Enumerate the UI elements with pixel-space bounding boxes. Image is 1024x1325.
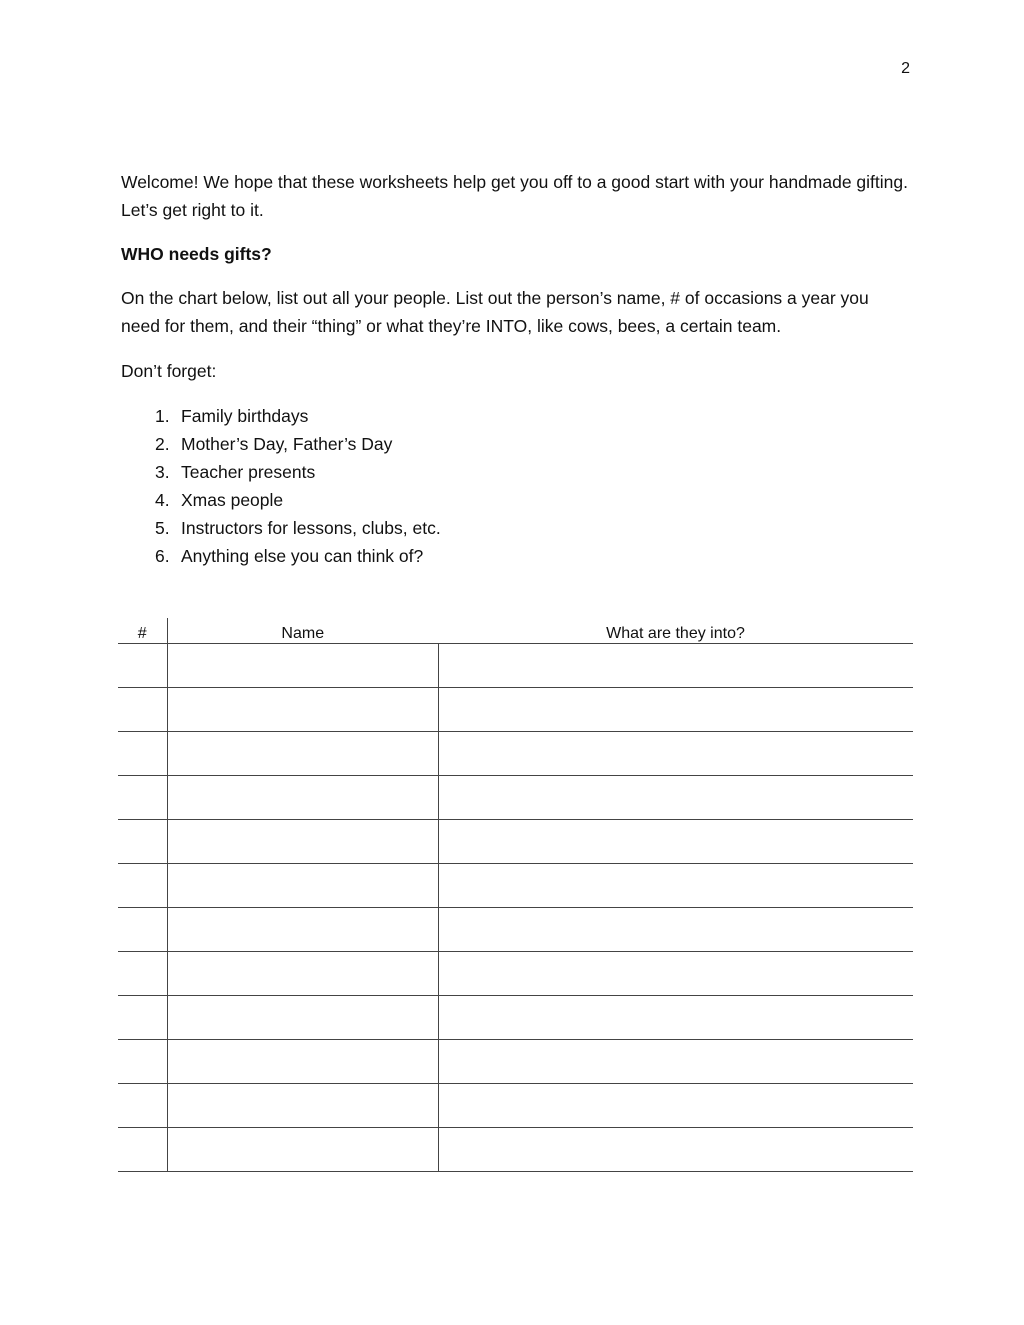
chart-instructions: On the chart below, list out all your people. List out the person’s name, # of occasions a year you need for them, and their “thing” or what they’re INTO, like cows, bees, a certain team. [121, 288, 869, 336]
cell-number[interactable] [118, 644, 167, 688]
cell-name[interactable] [167, 996, 438, 1040]
gift-recipient-table [118, 618, 913, 1172]
cell-interests[interactable] [438, 776, 913, 820]
list-item [121, 486, 911, 514]
worksheet-body [121, 168, 911, 570]
cell-interests[interactable] [438, 644, 913, 688]
cell-number[interactable] [118, 732, 167, 776]
cell-name[interactable] [167, 1040, 438, 1084]
table-body [118, 644, 913, 1172]
cell-number[interactable] [118, 952, 167, 996]
table-row [118, 732, 913, 776]
table-row [118, 820, 913, 864]
table-row [118, 1128, 913, 1172]
cell-interests[interactable] [438, 864, 913, 908]
dont-forget-label: Don’t forget: [121, 361, 217, 381]
cell-number[interactable] [118, 1128, 167, 1172]
reminder-list [121, 402, 911, 570]
cell-name[interactable] [167, 820, 438, 864]
list-item-number: 2. [155, 434, 170, 454]
table-row [118, 688, 913, 732]
list-item [121, 430, 911, 458]
list-item [121, 514, 911, 542]
table-row [118, 864, 913, 908]
cell-number[interactable] [118, 776, 167, 820]
list-item-text: Teacher presents [181, 462, 316, 482]
list-item-number: 1. [155, 406, 170, 426]
table-row [118, 996, 913, 1040]
cell-name[interactable] [167, 644, 438, 688]
cell-name[interactable] [167, 776, 438, 820]
cell-name[interactable] [167, 688, 438, 732]
table-row [118, 1084, 913, 1128]
table-row [118, 1040, 913, 1084]
cell-interests[interactable] [438, 732, 913, 776]
list-item [121, 542, 911, 570]
column-header-name: Name [167, 618, 438, 644]
cell-number[interactable] [118, 1040, 167, 1084]
cell-number[interactable] [118, 996, 167, 1040]
list-item-number: 3. [155, 462, 170, 482]
list-item-number: 4. [155, 490, 170, 510]
column-header-interests: What are they into? [438, 618, 913, 644]
page-number: 2 [901, 60, 910, 77]
cell-name[interactable] [167, 732, 438, 776]
cell-name[interactable] [167, 952, 438, 996]
list-item-number: 6. [155, 546, 170, 566]
list-item [121, 458, 911, 486]
cell-interests[interactable] [438, 1084, 913, 1128]
cell-name[interactable] [167, 1128, 438, 1172]
cell-number[interactable] [118, 908, 167, 952]
cell-number[interactable] [118, 1084, 167, 1128]
list-item-text: Family birthdays [181, 406, 309, 426]
cell-name[interactable] [167, 864, 438, 908]
table-row [118, 644, 913, 688]
list-item [121, 402, 911, 430]
cell-interests[interactable] [438, 908, 913, 952]
section-heading: WHO needs gifts? [121, 244, 272, 264]
cell-interests[interactable] [438, 1040, 913, 1084]
list-item-text: Mother’s Day, Father’s Day [181, 434, 393, 454]
cell-interests[interactable] [438, 996, 913, 1040]
table-row [118, 776, 913, 820]
list-item-text: Instructors for lessons, clubs, etc. [181, 518, 441, 538]
cell-interests[interactable] [438, 952, 913, 996]
cell-interests[interactable] [438, 688, 913, 732]
welcome-paragraph: Welcome! We hope that these worksheets help get you off to a good start with your handmade gifting. Let’s get right to it. [121, 172, 908, 220]
table-row [118, 908, 913, 952]
cell-interests[interactable] [438, 820, 913, 864]
list-item-text: Xmas people [181, 490, 284, 510]
cell-number[interactable] [118, 820, 167, 864]
cell-number[interactable] [118, 864, 167, 908]
cell-interests[interactable] [438, 1128, 913, 1172]
cell-name[interactable] [167, 1084, 438, 1128]
cell-number[interactable] [118, 688, 167, 732]
cell-name[interactable] [167, 908, 438, 952]
column-header-number: # [118, 618, 167, 644]
list-item-text: Anything else you can think of? [181, 546, 424, 566]
table-header-row [118, 618, 913, 644]
list-item-number: 5. [155, 518, 170, 538]
table-row [118, 952, 913, 996]
